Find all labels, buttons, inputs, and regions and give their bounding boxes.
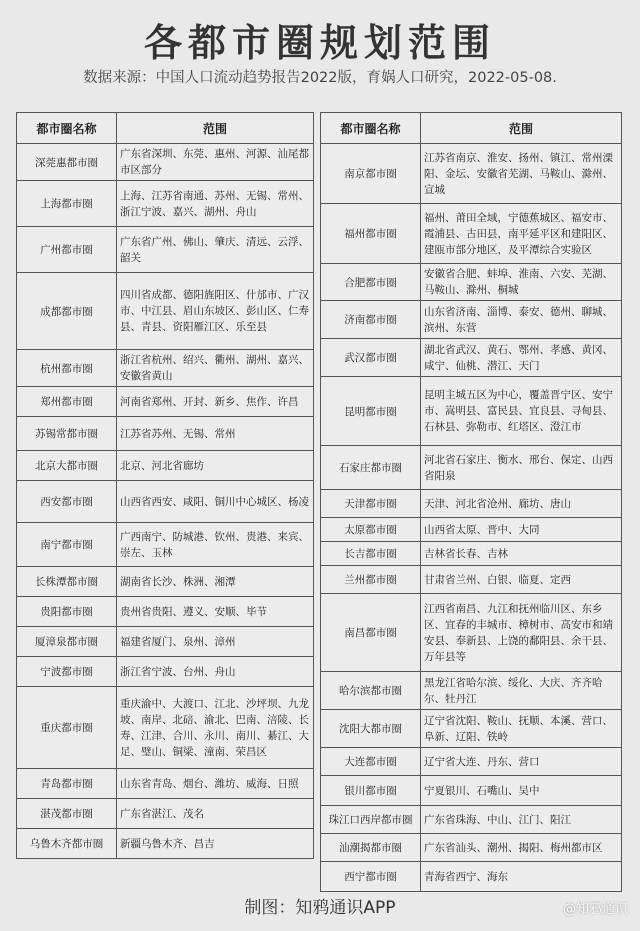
metro-name-cell: 南京都市圈: [321, 144, 421, 204]
table-row: [17, 451, 314, 481]
table-row: [17, 350, 314, 387]
metro-name-cell: 青岛都市圈: [17, 769, 117, 799]
metro-name-cell: 杭州都市圈: [17, 350, 117, 387]
metro-name-cell: 厦漳泉都市圈: [17, 627, 117, 657]
metro-scope-cell: 青海省西宁、海东: [421, 862, 622, 892]
metro-name-cell: 武汉都市圈: [321, 339, 421, 377]
right-table: [320, 112, 622, 892]
table-row: [17, 387, 314, 417]
table-header-row: [321, 113, 622, 144]
header-name: 都市圈名称: [17, 113, 117, 144]
metro-name-cell: 南宁都市圈: [17, 523, 117, 567]
metro-name-cell: 沈阳大都市圈: [321, 710, 421, 748]
metro-scope-cell: 广西南宁、防城港、钦州、贵港、来宾、崇左、玉林: [117, 523, 314, 567]
table-row: [17, 567, 314, 597]
table-row: [321, 862, 622, 892]
metro-scope-cell: 宁夏银川、石嘴山、吴中: [421, 776, 622, 806]
table-row: [321, 446, 622, 490]
metro-name-cell: 北京大都市圈: [17, 451, 117, 481]
metro-scope-cell: 辽宁省大连、丹东、营口: [421, 748, 622, 776]
metro-name-cell: 合肥都市圈: [321, 264, 421, 301]
metro-name-cell: 湛茂都市圈: [17, 799, 117, 829]
metro-scope-cell: 福州、莆田全域，宁德蕉城区、福安市、霞浦县、古田县，南平延平区和建阳区、建瓯市部分地区，及平潭综合实验区: [421, 204, 622, 264]
metro-name-cell: 上海都市圈: [17, 181, 117, 227]
metro-name-cell: 郑州都市圈: [17, 387, 117, 417]
table-row: [321, 806, 622, 834]
metro-name-cell: 贵阳都市圈: [17, 597, 117, 627]
metro-name-cell: 石家庄都市圈: [321, 446, 421, 490]
metro-scope-cell: 湖北省武汉、黄石、鄂州、孝感、黄冈、咸宁、仙桃、潜江、天门: [421, 339, 622, 377]
metro-name-cell: 珠江口西岸都市圈: [321, 806, 421, 834]
metro-name-cell: 太原都市圈: [321, 518, 421, 542]
header-name: 都市圈名称: [321, 113, 421, 144]
metro-name-cell: 兰州都市圈: [321, 566, 421, 594]
data-source-note: 数据来源：中国人口流动趋势报告2022版，育娲人口研究，2022-05-08.: [83, 70, 557, 86]
metro-scope-cell: 辽宁省沈阳、鞍山、抚顺、本溪、营口、阜新、辽阳、铁岭: [421, 710, 622, 748]
metro-name-cell: 广州都市圈: [17, 227, 117, 273]
table-row: [321, 834, 622, 862]
metro-scope-cell: 山东省青岛、烟台、潍坊、威海、日照: [117, 769, 314, 799]
table-row: [321, 301, 622, 339]
metro-scope-cell: 江苏省南京、淮安、扬州、镇江、常州溧阳、金坛、安徽省芜湖、马鞍山、滁州、宣城: [421, 144, 622, 204]
table-row: [17, 627, 314, 657]
left-table: [16, 112, 314, 859]
table-row: [17, 227, 314, 273]
metro-scope-cell: 福建省厦门、泉州、漳州: [117, 627, 314, 657]
metro-name-cell: 重庆都市圈: [17, 687, 117, 769]
table-row: [321, 204, 622, 264]
metro-scope-cell: 贵州省贵阳、遵义、安顺、毕节: [117, 597, 314, 627]
metro-scope-cell: 山西省太原、晋中、大同: [421, 518, 622, 542]
table-row: [321, 748, 622, 776]
metro-name-cell: 深莞惠都市圈: [17, 144, 117, 181]
metro-name-cell: 苏锡常都市圈: [17, 417, 117, 451]
table-row: [17, 597, 314, 627]
metro-scope-cell: 广东省汕头、潮州、揭阳、梅州都市区: [421, 834, 622, 862]
table-row: [321, 542, 622, 566]
metro-scope-cell: 四川省成都、德阳旌阳区、什邡市、广汉市、中江县、眉山东坡区、彭山区、仁寿县、青县、资阳雁江区、乐至县: [117, 273, 314, 350]
table-row: [17, 687, 314, 769]
metro-name-cell: 银川都市圈: [321, 776, 421, 806]
metro-name-cell: 长吉都市圈: [321, 542, 421, 566]
table-row: [321, 377, 622, 446]
metro-scope-cell: 上海、江苏省南通、苏州、无锡、常州、浙江宁波、嘉兴、湖州、舟山: [117, 181, 314, 227]
table-row: [17, 523, 314, 567]
table-row: [17, 657, 314, 687]
metro-scope-cell: 重庆渝中、大渡口、江北、沙坪坝、九龙坡、南岸、北碚、渝北、巴南、涪陵、长寿、江津、合川、永川、南川、綦江、大足、璧山、铜梁、潼南、荣昌区: [117, 687, 314, 769]
watermark: @知鸦通识: [562, 902, 628, 917]
metro-name-cell: 长株潭都市圈: [17, 567, 117, 597]
table-row: [321, 144, 622, 204]
metro-scope-cell: 黑龙江省哈尔滨、绥化、大庆、齐齐哈尔、牡丹江: [421, 672, 622, 710]
metro-scope-cell: 湖南省长沙、株洲、湘潭: [117, 567, 314, 597]
metro-name-cell: 南昌都市圈: [321, 594, 421, 672]
metro-scope-cell: 广东省广州、佛山、肇庆、清远、云浮、韶关: [117, 227, 314, 273]
table-row: [321, 490, 622, 518]
metro-scope-cell: 昆明主城五区为中心，覆盖晋宁区、安宁市、嵩明县、富民县、宜良县、寻甸县、石林县、弥勒市、红塔区、澄江市: [421, 377, 622, 446]
table-row: [321, 566, 622, 594]
table-row: [321, 339, 622, 377]
table-row: [17, 417, 314, 451]
metro-name-cell: 西宁都市圈: [321, 862, 421, 892]
header-scope: 范围: [117, 113, 314, 144]
metro-scope-cell: 河南省郑州、开封、新乡、焦作、许昌: [117, 387, 314, 417]
metro-scope-cell: 甘肃省兰州、白银、临夏、定西: [421, 566, 622, 594]
metro-name-cell: 成都都市圈: [17, 273, 117, 350]
table-row: [17, 273, 314, 350]
table-row: [321, 776, 622, 806]
metro-name-cell: 西安都市圈: [17, 481, 117, 523]
metro-name-cell: 哈尔滨都市圈: [321, 672, 421, 710]
metro-scope-cell: 浙江省宁波、台州、舟山: [117, 657, 314, 687]
chart-credit: 制图：知鸦通识APP: [244, 898, 396, 918]
metro-scope-cell: 广东省珠海、中山、江门、阳江: [421, 806, 622, 834]
metro-scope-cell: 山西省西安、咸阳、铜川中心城区、杨凌: [117, 481, 314, 523]
metro-scope-cell: 吉林省长春、吉林: [421, 542, 622, 566]
metro-scope-cell: 安徽省合肥、蚌埠、淮南、六安、芜湖、马鞍山、滁州、桐城: [421, 264, 622, 301]
table-row: [17, 181, 314, 227]
metro-scope-cell: 河北省石家庄、衡水、邢台、保定、山西省阳泉: [421, 446, 622, 490]
table-row: [321, 710, 622, 748]
table-row: [17, 144, 314, 181]
metro-name-cell: 汕潮揭都市圈: [321, 834, 421, 862]
page-title: 各都市圈规划范围: [143, 21, 496, 65]
metro-scope-cell: 山东省济南、淄博、泰安、德州、聊城、滨州、东营: [421, 301, 622, 339]
table-row: [321, 518, 622, 542]
metro-scope-cell: 浙江省杭州、绍兴、衢州、湖州、嘉兴、安徽省黄山: [117, 350, 314, 387]
metro-name-cell: 福州都市圈: [321, 204, 421, 264]
table-row: [17, 481, 314, 523]
table-row: [321, 264, 622, 301]
metro-scope-cell: 江西省南昌、九江和抚州临川区、东乡区、宜春的丰城市、樟树市、高安市和靖安县、奉新县、上饶的鄱阳县、余干县、万年县等: [421, 594, 622, 672]
metro-scope-cell: 广东省深圳、东莞、惠州、河源、汕尾都市区部分: [117, 144, 314, 181]
metro-name-cell: 济南都市圈: [321, 301, 421, 339]
metro-name-cell: 宁波都市圈: [17, 657, 117, 687]
metro-scope-cell: 江苏省苏州、无锡、常州: [117, 417, 314, 451]
table-row: [17, 799, 314, 829]
metro-name-cell: 天津都市圈: [321, 490, 421, 518]
metro-name-cell: 昆明都市圈: [321, 377, 421, 446]
table-row: [17, 769, 314, 799]
table-header-row: [17, 113, 314, 144]
metro-scope-cell: 北京、河北省廊坊: [117, 451, 314, 481]
metro-scope-cell: 新疆乌鲁木齐、昌吉: [117, 829, 314, 859]
table-row: [321, 672, 622, 710]
table-row: [321, 594, 622, 672]
metro-name-cell: 大连都市圈: [321, 748, 421, 776]
metro-name-cell: 乌鲁木齐都市圈: [17, 829, 117, 859]
metro-scope-cell: 广东省湛江、茂名: [117, 799, 314, 829]
table-row: [17, 829, 314, 859]
header-scope: 范围: [421, 113, 622, 144]
metro-scope-cell: 天津、河北省沧州、廊坊、唐山: [421, 490, 622, 518]
